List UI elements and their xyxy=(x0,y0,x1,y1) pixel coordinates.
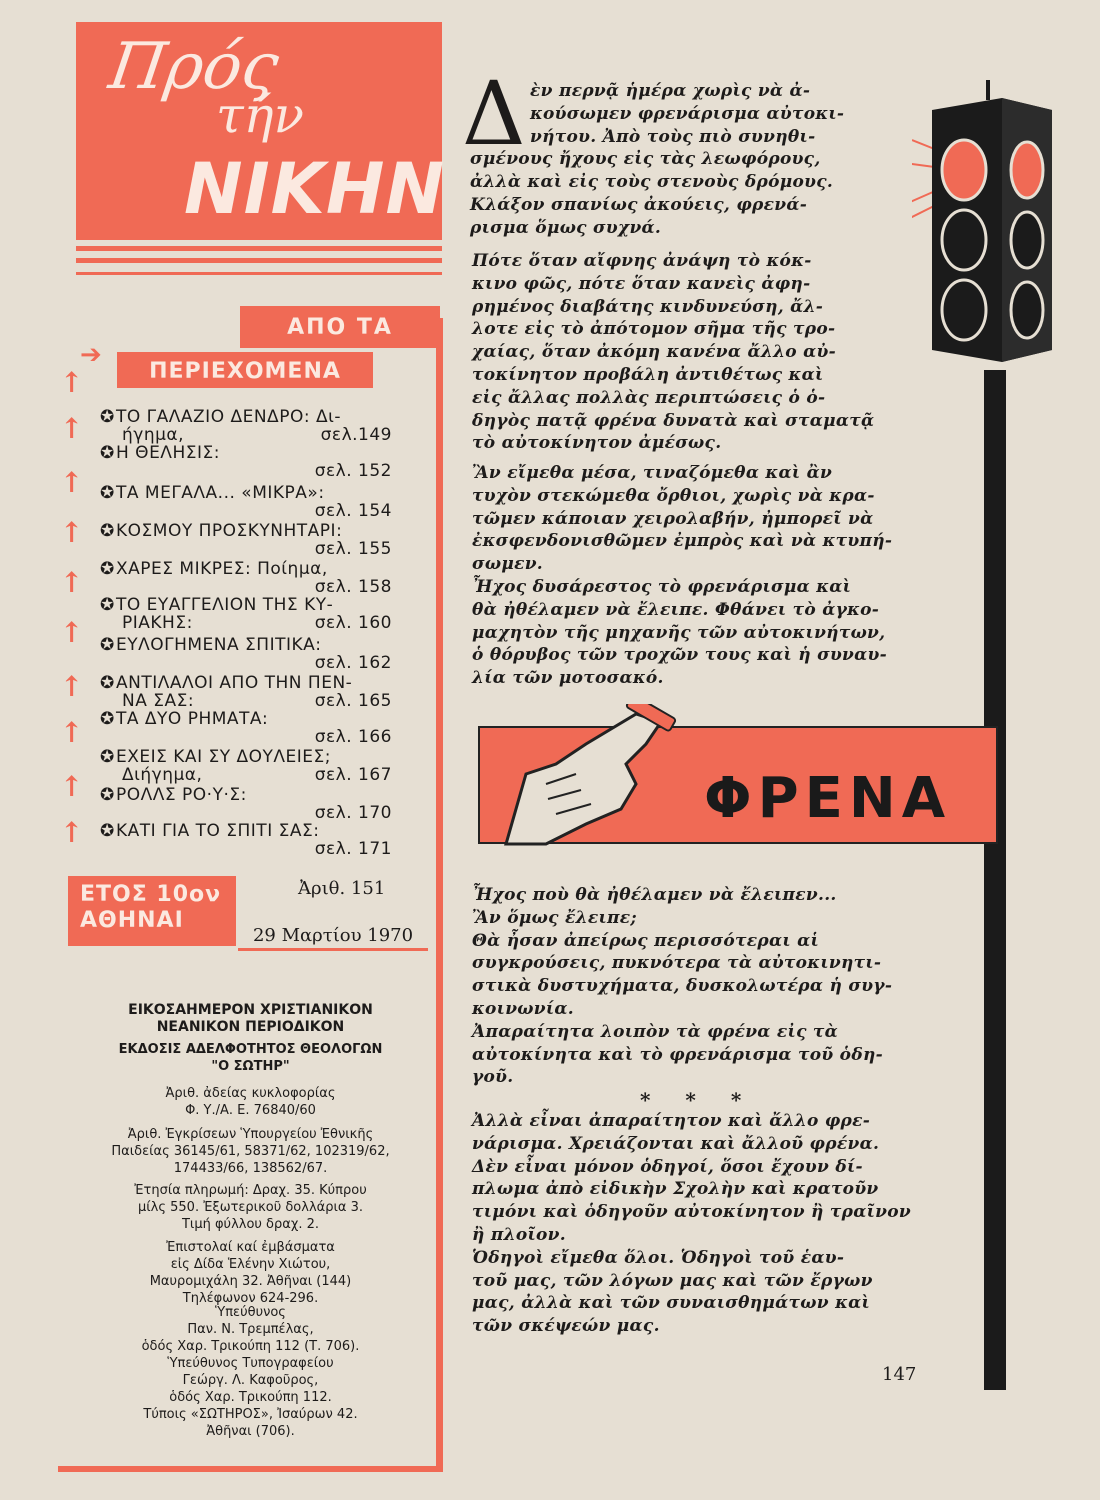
article-line: Ἀπαραίτητα λοιπὸν τὰ φρένα εἰς τὰ xyxy=(472,1021,839,1042)
masthead-logo xyxy=(76,22,446,240)
arrow-right-icon: ➔ xyxy=(80,340,102,370)
colophon-line: Ὑπεύθυνος Τυπογραφείου xyxy=(167,1356,334,1371)
contents-item xyxy=(100,710,392,746)
issue-date: 29 Μαρτίου 1970 xyxy=(238,922,428,951)
masthead-rule xyxy=(76,246,442,251)
article-paragraph xyxy=(472,576,942,690)
banner-title: ΦΡΕΝΑ xyxy=(704,766,952,831)
contents-item xyxy=(100,596,392,632)
contents-item-title: ΚΟΣΜΟΥ ΠΡΟΣΚΥΝΗΤΑΡΙ: xyxy=(116,521,343,541)
drop-cap: Δ xyxy=(462,62,526,165)
arrow-up-icon: ↑ xyxy=(60,816,84,849)
contents-item-title: ΤΑ ΜΕΓΑΛΑ... «ΜΙΚΡΑ»: xyxy=(116,483,325,503)
bullet-icon: ✪ xyxy=(100,821,115,841)
article-paragraph xyxy=(472,462,942,576)
arrow-up-icon: ↑ xyxy=(60,566,84,599)
contents-item-page: σελ. 158 xyxy=(314,577,392,597)
colophon-line: Παιδείας 36145/61, 58371/62, 102319/62, xyxy=(111,1144,390,1159)
article-paragraph xyxy=(472,1110,952,1338)
contents-item xyxy=(100,444,392,480)
colophon-line: ὁδός Χαρ. Τρικούπη 112 (Τ. 706). xyxy=(141,1339,360,1354)
colophon-line: ὁδός Χαρ. Τρικούπη 112. xyxy=(169,1390,332,1405)
colophon-line: μίλς 550. Ἐξωτερικοῦ δολλάρια 3. xyxy=(138,1200,363,1215)
contents-item-page: σελ. 167 xyxy=(314,765,392,785)
colophon-line: Τύποις «ΣΩΤΗΡΟΣ», Ἰσαύρων 42. xyxy=(143,1407,358,1422)
article-line: Πότε ὅταν αἴφνης ἀνάψη τὸ κόκ- xyxy=(472,251,812,271)
article-line: Ἂν εἴμεθα μέσα, τιναζόμεθα καὶ ἂν xyxy=(472,463,833,483)
colophon-line: Παν. Ν. Τρεμπέλας, xyxy=(187,1322,314,1337)
colophon-line: εἰς Δίδα Ἑλένην Χιώτου, xyxy=(170,1257,331,1272)
masthead-line-1: Πρός xyxy=(104,30,284,104)
article-paragraph xyxy=(470,80,900,240)
article-line: ἀλλὰ καὶ εἰς τοὺς στενοὺς δρόμους. xyxy=(470,172,834,193)
bullet-icon: ✪ xyxy=(100,635,115,655)
article-line: δηγὸς πατᾷ φρένα δυνατὰ καὶ σταματᾷ xyxy=(472,410,875,431)
article-line: τὸ αὐτοκίνητον ἀμέσως. xyxy=(472,433,722,454)
contents-item-title: ΕΧΕΙΣ ΚΑΙ ΣΥ ΔΟΥΛΕΙΕΣ; xyxy=(116,747,331,767)
colophon-line: Τηλέφωνον 624-296. xyxy=(182,1291,319,1306)
contents-item-title-cont: ΝΑ ΣΑΣ: xyxy=(122,691,195,711)
arrow-up-icon: ↑ xyxy=(60,670,84,703)
colophon-line: Γεώργ. Λ. Καφοῦρος, xyxy=(182,1373,319,1388)
colophon-line: Ἀριθ. Ἐγκρίσεων Ὑπουργείου Ἐθνικῆς xyxy=(127,1127,374,1142)
colophon-line: Τιμή φύλλου δραχ. 2. xyxy=(181,1217,320,1232)
colophon-line: Μαυρομιχάλη 32. Ἀθῆναι (144) xyxy=(149,1274,352,1289)
article-line: μαχητὸν τῆς μηχανῆς τῶν αὐτοκινήτων, xyxy=(472,622,886,643)
article-line: Κλάξον σπανίως ἀκούεις, φρενά- xyxy=(470,194,808,215)
article-line: γοῦ. xyxy=(472,1067,514,1088)
contents-item-title: ΚΑΤΙ ΓΙΑ ΤΟ ΣΠΙΤΙ ΣΑΣ: xyxy=(116,821,320,841)
contents-item-title: ΤΑ ΔΥΟ ΡΗΜΑΤΑ: xyxy=(116,709,269,729)
arrow-up-icon: ↑ xyxy=(60,716,84,749)
contents-item xyxy=(100,560,392,596)
article-line: ρημένος διαβάτης κινδυνεύση, ἄλ- xyxy=(472,296,824,317)
colophon-line: "Ο ΣΩΤΗΡ" xyxy=(211,1059,290,1074)
bullet-icon: ✪ xyxy=(100,785,115,805)
article-line: τοῦ μας, τῶν λόγων μας καὶ τῶν ἔργων xyxy=(472,1270,873,1291)
contents-item-title: ΡΟΛΛΣ ΡΟ·Υ·Σ: xyxy=(116,785,247,805)
contents-item-page: σελ. 152 xyxy=(314,461,392,481)
arrow-up-icon: ↑ xyxy=(60,466,84,499)
bullet-icon: ✪ xyxy=(100,747,115,767)
article-line: Ὁδηγοὶ εἴμεθα ὅλοι. Ὁδηγοὶ τοῦ ἑαυ- xyxy=(472,1247,845,1268)
hand-brake-lever-icon xyxy=(486,704,696,854)
article-line: στικὰ δυστυχήματα, δυσκολωτέρα ἡ συγ- xyxy=(472,976,893,997)
contents-item-title: ΧΑΡΕΣ ΜΙΚΡΕΣ: Ποίημα, xyxy=(116,559,328,579)
article-line: Ἀλλὰ εἶναι ἀπαραίτητον καὶ ἄλλο φρε- xyxy=(472,1111,871,1131)
bullet-icon: ✪ xyxy=(100,483,115,503)
article-line: ἢ πλοῖον. xyxy=(472,1224,566,1245)
contents-item-title-cont: ήγημα, xyxy=(122,425,185,445)
contents-frame-border xyxy=(436,318,443,1470)
arrow-up-icon: ↑ xyxy=(60,412,84,445)
article-line: νήτου. Ἀπὸ τοὺς πιὸ συνηθι- xyxy=(530,126,816,147)
colophon-line: Ὑπεύθυνος xyxy=(215,1305,286,1320)
bullet-icon: ✪ xyxy=(100,559,115,579)
colophon-line: 174433/66, 138562/67. xyxy=(173,1161,328,1176)
contents-item-page: σελ. 160 xyxy=(314,613,392,633)
issue-year-box xyxy=(68,876,236,946)
colophon-line: ΕΙΚΟΣΑΗΜΕΡΟΝ ΧΡΙΣΤΙΑΝΙΚΟΝ xyxy=(128,1002,373,1018)
traffic-light-pole xyxy=(984,370,1006,1390)
colophon-line: ΝΕΑΝΙΚΟΝ ΠΕΡΙΟΔΙΚΟΝ xyxy=(156,1019,345,1035)
contents-item xyxy=(100,822,392,858)
issue-number: Ἀριθ. 151 xyxy=(298,878,386,899)
article-line: ρισμα ὅμως συχνά. xyxy=(470,217,662,238)
article-line: ὲν περνᾷ ἡμέρα χωρὶς νὰ ἀ- xyxy=(530,81,811,101)
article-line: συγκρούσεις, πυκνότερα τὰ αὐτοκινητι- xyxy=(472,953,882,974)
arrow-up-icon: ↑ xyxy=(60,366,84,399)
bullet-icon: ✪ xyxy=(100,521,115,541)
masthead-rule xyxy=(76,272,442,275)
colophon-line: ΕΚΔΟΣΙΣ ΑΔΕΛΦΟΤΗΤΟΣ ΘΕΟΛΟΓΩΝ xyxy=(118,1042,383,1057)
contents-item xyxy=(100,636,392,672)
contents-item-page: σελ. 165 xyxy=(314,691,392,711)
article-line: Θὰ ἦσαν ἀπείρως περισσότεραι αἱ xyxy=(472,930,819,951)
article-paragraph xyxy=(472,884,952,1089)
article-line: θὰ ἠθέλαμεν νὰ ἔλειπε. Φθάνει τὸ ἀγκο- xyxy=(472,599,880,620)
contents-item-page: σελ. 166 xyxy=(314,727,392,747)
colophon-line: Φ. Υ./Α. Ε. 76840/60 xyxy=(185,1103,316,1118)
contents-item-title: ΕΥΛΟΓΗΜΕΝΑ ΣΠΙΤΙΚΑ: xyxy=(116,635,322,655)
contents-item-page: σελ. 154 xyxy=(314,501,392,521)
article-line: ὁ θόρυβος τῶν τροχῶν τους καὶ ἡ συναυ- xyxy=(472,645,887,666)
colophon-line: Ἐτησία πληρωμή: Δραχ. 35. Κύπρου xyxy=(134,1183,367,1198)
traffic-light-icon xyxy=(912,80,1062,380)
article-line: ἐκσφενδονισθῶμεν ἐμπρὸς καὶ νὰ κτυπή- xyxy=(472,531,893,552)
article-line: σμένους ἤχους εἰς τὰς λεωφόρους, xyxy=(470,149,821,170)
bullet-icon: ✪ xyxy=(100,595,115,615)
contents-item-page: σελ.149 xyxy=(320,425,392,445)
bullet-icon: ✪ xyxy=(100,407,115,427)
arrow-up-icon: ↑ xyxy=(60,616,84,649)
article-line: Ἦχος ποὺ θὰ ἠθέλαμεν νὰ ἔλειπεν... xyxy=(472,885,837,905)
article-line: τῶν σκέψεών μας. xyxy=(472,1316,660,1337)
issue-place: ΑΘΗΝΑΙ xyxy=(80,908,184,933)
colophon-line: Ἀθῆναι (706). xyxy=(206,1424,295,1439)
contents-item-page: σελ. 162 xyxy=(314,653,392,673)
article-line: τοκίνητον προβάλη ἀντιθέτως καὶ xyxy=(472,364,824,385)
article-line: Ἦχος δυσάρεστος τὸ φρενάρισμα καὶ xyxy=(472,577,852,597)
masthead-line-3: ΝΙΚΗΝ xyxy=(184,148,446,230)
article-line: σωμεν. xyxy=(472,554,544,575)
contents-item-page: σελ. 170 xyxy=(314,803,392,823)
contents-item xyxy=(100,674,392,710)
article-line: εἰς ἄλλας πολλὰς περιπτώσεις ὁ ὁ- xyxy=(472,387,826,408)
article-line: κοινωνία. xyxy=(472,998,575,1019)
contents-item-title: Η ΘΕΛΗΣΙΣ: xyxy=(116,443,220,463)
section-divider: * * * xyxy=(640,1088,756,1112)
contents-frame-border xyxy=(58,1466,443,1472)
article-line: κινο φῶς, πότε ὅταν κανεὶς ἀφη- xyxy=(472,273,811,294)
contents-heading: ΑΠΟ ΤΑ xyxy=(240,306,440,348)
contents-item xyxy=(100,786,392,822)
contents-item-title: ΤΟ ΕΥΑΓΓΕΛΙΟΝ ΤΗΣ ΚΥ- xyxy=(116,595,334,615)
bullet-icon: ✪ xyxy=(100,709,115,729)
article-line: τιμόνι καὶ ὁδηγοῦν αὐτοκίνητον ἢ τραῖνον xyxy=(472,1202,911,1223)
contents-item-title-cont: ΡΙΑΚΗΣ: xyxy=(122,613,193,633)
page-number: 147 xyxy=(882,1364,917,1385)
article-paragraph xyxy=(472,250,912,455)
article-line: λοτε εἰς τὸ ἀπότομον σῆμα τῆς τρο- xyxy=(472,319,836,340)
arrow-up-icon: ↑ xyxy=(60,770,84,803)
contents-item-title: ΤΟ ΓΑΛΑΖΙΟ ΔΕΝΔΡΟ: Δι- xyxy=(116,407,341,427)
article-line: λία τῶν μοτοσακό. xyxy=(472,668,664,689)
article-line: χαίας, ὅταν ἀκόμη κανένα ἄλλο αὐ- xyxy=(472,342,836,363)
contents-heading: ΠΕΡΙΕΧΟΜΕΝΑ xyxy=(115,350,375,390)
article-line: τῶμεν κάποιαν χειρολαβήν, ἠμπορεῖ νὰ xyxy=(472,508,874,529)
article-line: πλωμα ἀπὸ εἰδικὴν Σχολὴν καὶ κρατοῦν xyxy=(472,1179,879,1200)
contents-item xyxy=(100,522,392,558)
bullet-icon: ✪ xyxy=(100,673,115,693)
article-line: Ἂν ὅμως ἔλειπε; xyxy=(472,907,637,928)
masthead-rule xyxy=(76,258,442,263)
article-line: μας, ἀλλὰ καὶ τῶν συναισθημάτων καὶ xyxy=(472,1293,871,1314)
article-line: νάρισμα. Χρειάζονται καὶ ἄλλοῦ φρένα. xyxy=(472,1133,880,1154)
masthead-line-2: τήν xyxy=(216,86,305,144)
contents-item-page: σελ. 171 xyxy=(314,839,392,859)
arrow-up-icon: ↑ xyxy=(60,516,84,549)
article-line: αὐτοκίνητα καὶ τὸ φρενάρισμα τοῦ ὁδη- xyxy=(472,1044,883,1065)
article-line: Δὲν εἶναι μόνον ὁδηγοί, ὅσοι ἔχουν δί- xyxy=(472,1156,863,1177)
article-line: τυχὸν στεκώμεθα ὄρθιοι, χωρὶς νὰ κρα- xyxy=(472,485,875,506)
colophon-line: Ἀριθ. ἀδείας κυκλοφορίας xyxy=(165,1086,336,1101)
bullet-icon: ✪ xyxy=(100,443,115,463)
contents-item xyxy=(100,408,392,444)
contents-item xyxy=(100,748,392,784)
colophon-line: Ἐπιστολαί καί ἐμβάσματα xyxy=(166,1240,335,1255)
issue-year: ΕΤΟΣ 10ον xyxy=(80,882,222,907)
contents-item xyxy=(100,484,392,520)
contents-item-page: σελ. 155 xyxy=(314,539,392,559)
article-line: κούσωμεν φρενάρισμα αὐτοκι- xyxy=(530,103,845,124)
contents-item-title: ΑΝΤΙΛΑΛΟΙ ΑΠΟ ΤΗΝ ΠΕΝ- xyxy=(116,673,353,693)
contents-item-title-cont: Διήγημα, xyxy=(122,765,203,785)
